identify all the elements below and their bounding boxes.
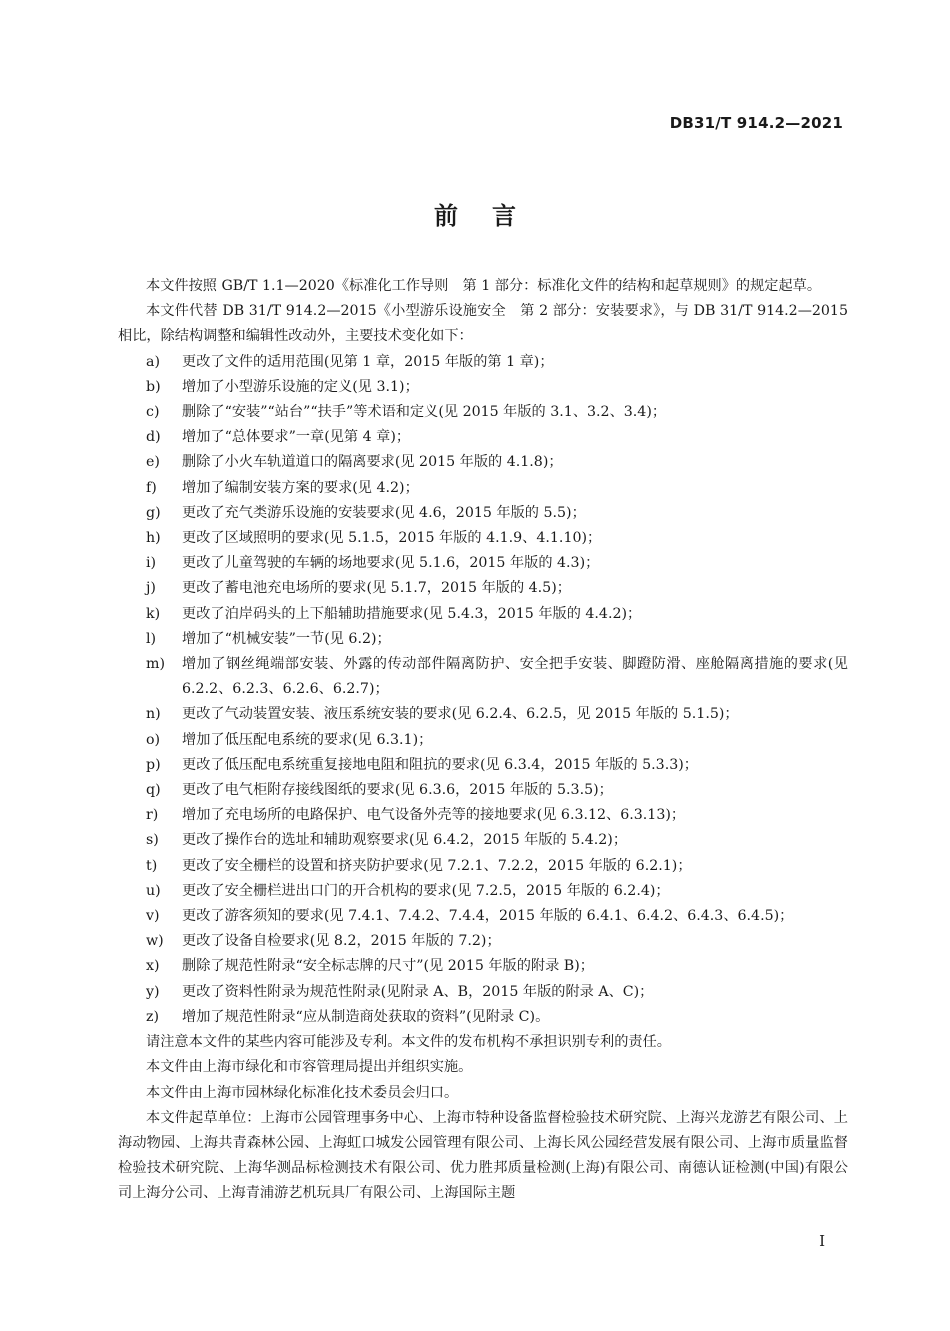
intro-paragraph: 本文件按照 GB/T 1.1—2020《标准化工作导则 第 1 部分：标准化文件的结构和起草规则》的规定起草。 bbox=[146, 278, 822, 294]
list-item-text: 增加了低压配电系统的要求(见 6.3.1)； bbox=[182, 731, 433, 748]
list-item-label: b) bbox=[146, 378, 161, 395]
list-item bbox=[118, 803, 848, 828]
list-item-text: 增加了钢丝绳端部安装、外露的传动部件隔离防护、安全把手安装、脚蹬防滑、座舱隔离措施的要求(见 6.2.2、6.2.3、6.2.6、6.2.7)； bbox=[182, 656, 848, 698]
list-item-text: 更改了低压配电系统重复接地电阻和阻抗的要求(见 6.3.4，2015 年版的 5.3.3)； bbox=[182, 756, 698, 773]
list-item-text: 删除了小火车轨道道口的隔离要求(见 2015 年版的 4.1.8)； bbox=[182, 454, 563, 471]
list-item-text: 增加了“总体要求”一章(见第 4 章)； bbox=[182, 429, 411, 446]
list-item bbox=[118, 526, 848, 551]
list-item-label: u) bbox=[146, 882, 161, 899]
drafting-units: 本文件起草单位：上海市公园管理事务中心、上海市特种设备监督检验技术研究院、上海兴龙游艺有限公司、上海动物园、上海共青森林公园、上海虹口城发公园管理有限公司、上海长风公园经营发展有限公司、上海市质量监督检验技术研究院、上海华测品标检测技术有限公司、优力胜邦质量检测(上海)有限公司、南德认证检测(中国)有限公司上海分公司、上海青浦游艺机玩具厂有限公司、上海国际主题 bbox=[118, 1109, 848, 1202]
list-item-label: p) bbox=[146, 756, 161, 773]
list-item-label: t) bbox=[146, 857, 158, 874]
intro-paragraph: 本文件代替 DB 31/T 914.2—2015《小型游乐设施安全 第 2 部分：安装要求》，与 DB 31/T 914.2—2015 相比，除结构调整和编辑性改动外，主要技术变化如下： bbox=[118, 303, 848, 345]
list-item-text: 更改了安全栅栏进出口门的开合机构的要求(见 7.2.5，2015 年版的 6.2.4)； bbox=[182, 882, 670, 899]
list-item-text: 更改了儿童驾驶的车辆的场地要求(见 5.1.6，2015 年版的 4.3)； bbox=[182, 555, 600, 572]
list-item-text: 增加了小型游乐设施的定义(见 3.1)； bbox=[182, 378, 419, 395]
list-item-label: c) bbox=[146, 404, 160, 421]
list-item-text: 增加了“机械安装”一节(见 6.2)； bbox=[182, 630, 391, 647]
list-item-label: l) bbox=[146, 630, 157, 647]
list-item bbox=[118, 954, 848, 979]
list-item bbox=[118, 652, 848, 702]
list-item bbox=[118, 904, 848, 929]
list-item bbox=[118, 702, 848, 727]
list-item-label: h) bbox=[146, 530, 161, 547]
page-number: I bbox=[819, 1232, 825, 1250]
patent-notice: 请注意本文件的某些内容可能涉及专利。本文件的发布机构不承担识别专利的责任。 bbox=[146, 1034, 671, 1051]
list-item-text: 更改了游客须知的要求(见 7.4.1、7.4.2、7.4.4，2015 年版的 6.4.1、6.4.2、6.4.3、6.4.5)； bbox=[182, 908, 794, 925]
list-item-text: 更改了电气柜附存接线图纸的要求(见 6.3.6，2015 年版的 5.3.5)； bbox=[182, 782, 613, 799]
list-item-text: 更改了文件的适用范围(见第 1 章，2015 年版的第 1 章)； bbox=[182, 353, 554, 370]
list-item-label: e) bbox=[146, 454, 160, 471]
list-item-label: x) bbox=[146, 958, 160, 975]
list-item-label: n) bbox=[146, 706, 161, 723]
list-item-text: 更改了泊岸码头的上下船辅助措施要求(见 5.4.3，2015 年版的 4.4.2)； bbox=[182, 605, 642, 622]
list-item-text: 更改了资料性附录为规范性附录(见附录 A、B，2015 年版的附录 A、C)； bbox=[182, 983, 654, 1000]
list-item-text: 删除了“安装”“站台”“扶手”等术语和定义(见 2015 年版的 3.1、3.2、3.4)； bbox=[182, 404, 667, 421]
list-item bbox=[118, 350, 848, 375]
list-item-label: q) bbox=[146, 782, 161, 799]
list-item-label: z) bbox=[146, 1008, 160, 1025]
list-item-label: j) bbox=[146, 580, 156, 597]
list-item-text: 更改了区域照明的要求(见 5.1.5，2015 年版的 4.1.9、4.1.10)； bbox=[182, 530, 602, 547]
list-item-text: 增加了充电场所的电路保护、电气设备外壳等的接地要求(见 6.3.12、6.3.13)； bbox=[182, 807, 686, 824]
list-item-text: 更改了设备自检要求(见 8.2，2015 年版的 7.2)； bbox=[182, 933, 501, 950]
changes-list bbox=[118, 350, 848, 1030]
list-item-text: 增加了规范性附录“应从制造商处获取的资料”(见附录 C)。 bbox=[182, 1008, 550, 1025]
list-item bbox=[118, 854, 848, 879]
list-item bbox=[118, 929, 848, 954]
list-item-text: 增加了编制安装方案的要求(见 4.2)； bbox=[182, 479, 419, 496]
list-item bbox=[118, 450, 848, 475]
list-item bbox=[118, 879, 848, 904]
list-item bbox=[118, 400, 848, 425]
list-item-label: w) bbox=[146, 933, 164, 950]
list-item bbox=[118, 828, 848, 853]
list-item bbox=[118, 375, 848, 400]
list-item-label: d) bbox=[146, 429, 161, 446]
list-item-label: g) bbox=[146, 504, 161, 521]
list-item-text: 更改了安全栅栏的设置和挤夹防护要求(见 7.2.1、7.2.2，2015 年版的 6.2.1)； bbox=[182, 857, 692, 874]
list-item-label: m) bbox=[146, 656, 165, 673]
list-item-text: 删除了规范性附录“安全标志牌的尺寸”(见 2015 年版的附录 B)； bbox=[182, 958, 594, 975]
list-item-label: a) bbox=[146, 353, 160, 370]
list-item bbox=[118, 778, 848, 803]
list-item-label: i) bbox=[146, 555, 157, 572]
list-item-label: f) bbox=[146, 479, 157, 496]
list-item-label: s) bbox=[146, 832, 159, 849]
list-item-label: k) bbox=[146, 605, 161, 622]
document-body bbox=[118, 274, 848, 1207]
list-item bbox=[118, 627, 848, 652]
list-item bbox=[118, 425, 848, 450]
committee-statement: 本文件由上海市园林绿化标准化技术委员会归口。 bbox=[146, 1084, 459, 1101]
list-item bbox=[118, 576, 848, 601]
list-item bbox=[118, 1005, 848, 1030]
list-item bbox=[118, 728, 848, 753]
list-item bbox=[118, 753, 848, 778]
list-item bbox=[118, 551, 848, 576]
list-item-text: 更改了气动装置安装、液压系统安装的要求(见 6.2.4、6.2.5，见 2015 年版的 5.1.5)； bbox=[182, 706, 739, 723]
page-title: 前言 bbox=[434, 202, 550, 230]
list-item bbox=[118, 501, 848, 526]
list-item-label: v) bbox=[146, 908, 160, 925]
list-item-label: y) bbox=[146, 983, 160, 1000]
standard-code-header: DB31/T 914.2—2021 bbox=[669, 114, 843, 132]
list-item-text: 更改了充气类游乐设施的安装要求(见 4.6，2015 年版的 5.5)； bbox=[182, 504, 586, 521]
list-item bbox=[118, 602, 848, 627]
list-item-label: r) bbox=[146, 807, 159, 824]
proposer-statement: 本文件由上海市绿化和市容管理局提出并组织实施。 bbox=[146, 1059, 473, 1076]
list-item-text: 更改了操作台的选址和辅助观察要求(见 6.4.2，2015 年版的 5.4.2)； bbox=[182, 832, 628, 849]
list-item bbox=[118, 476, 848, 501]
list-item-label: o) bbox=[146, 731, 161, 748]
list-item bbox=[118, 980, 848, 1005]
list-item-text: 更改了蓄电池充电场所的要求(见 5.1.7，2015 年版的 4.5)； bbox=[182, 580, 571, 597]
